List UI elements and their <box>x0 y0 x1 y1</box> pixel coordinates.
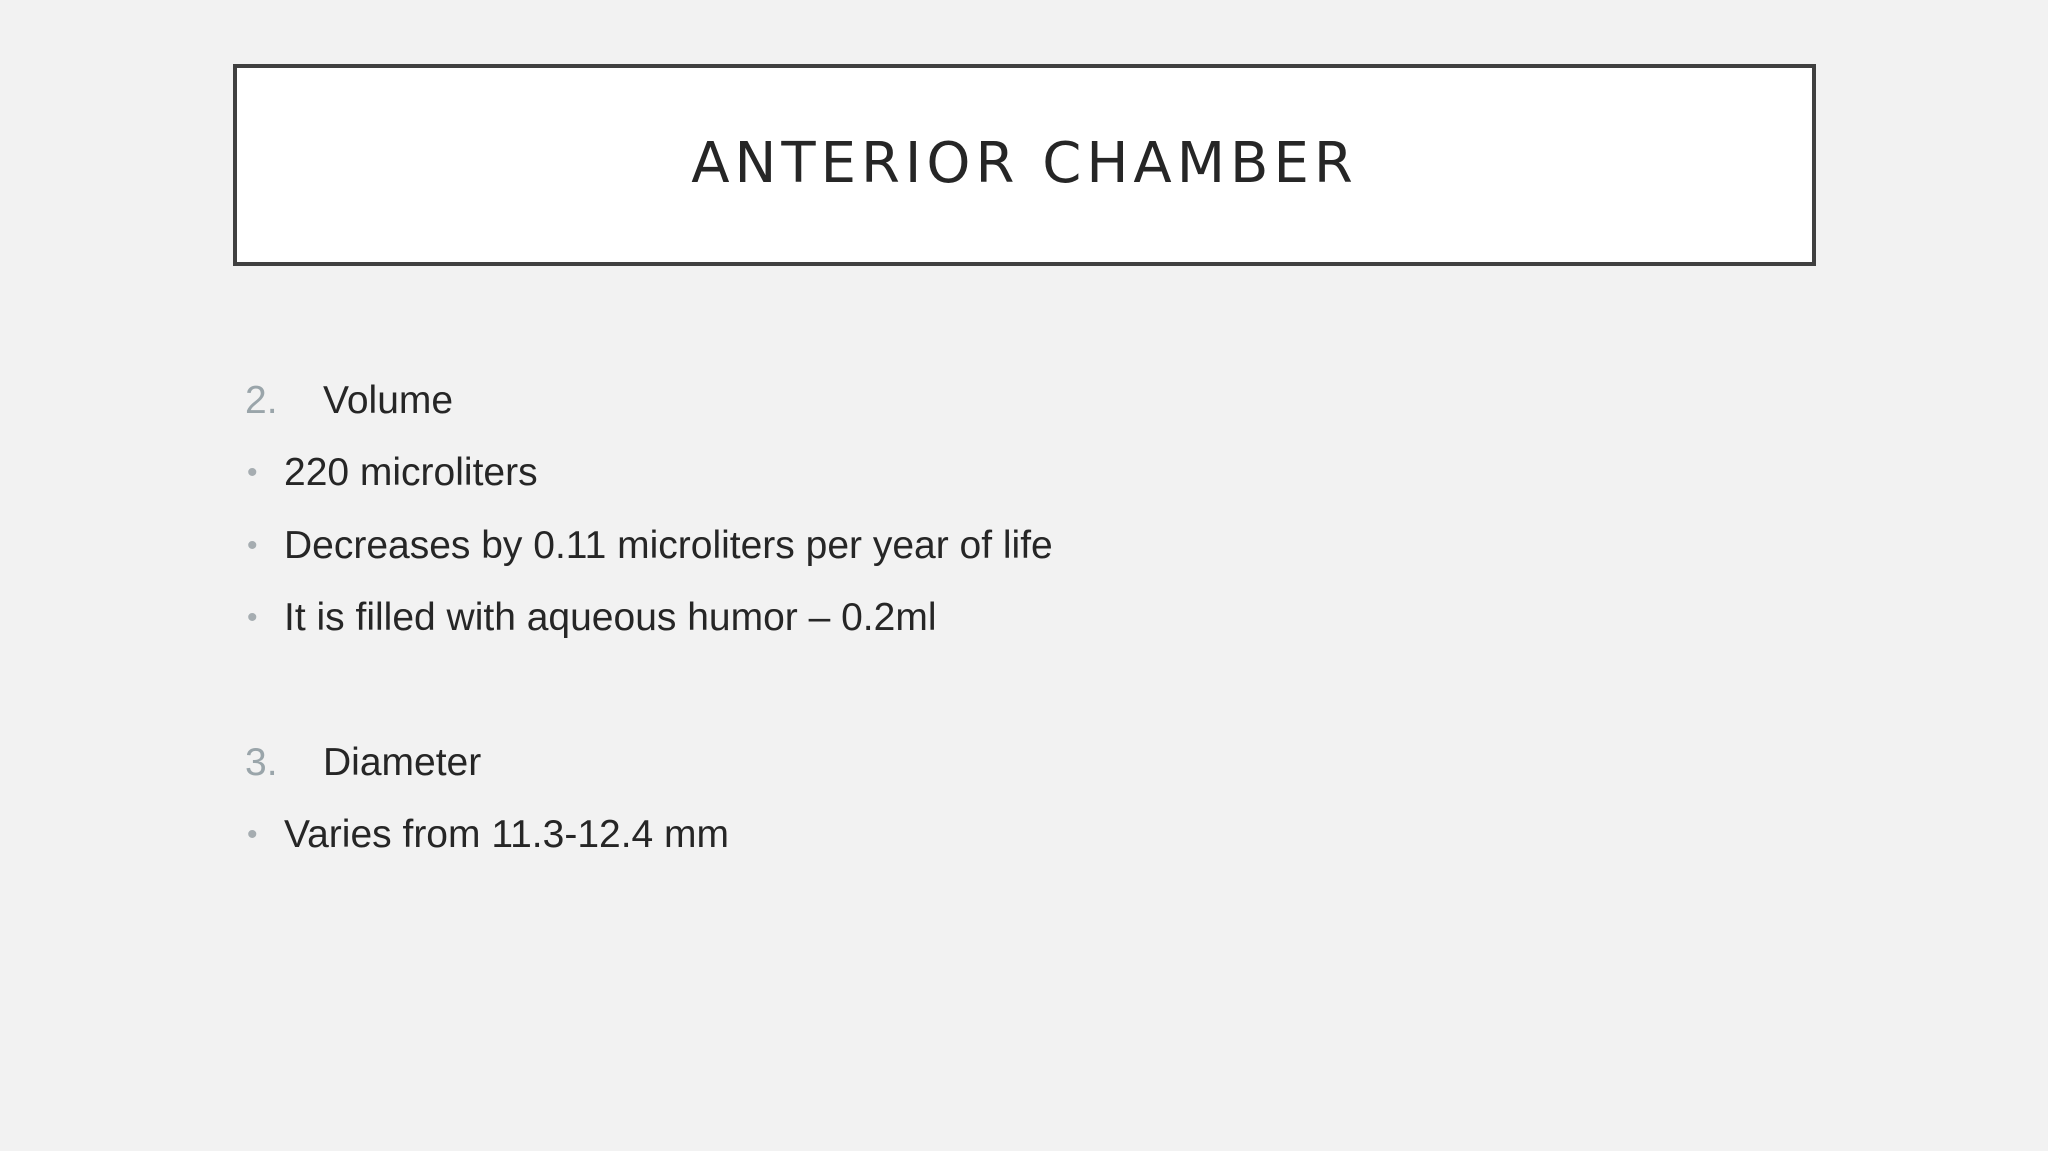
item-number: 2. <box>245 379 278 422</box>
title-box <box>233 64 1816 266</box>
item-heading: Volume <box>323 379 454 422</box>
bullet-text: Decreases by 0.11 microliters per year of life <box>284 524 1053 567</box>
item-heading: Diameter <box>323 741 482 784</box>
bullet-text: Varies from 11.3-12.4 mm <box>284 813 730 856</box>
slide-title: ANTERIOR CHAMBER <box>691 130 1358 196</box>
bullet-icon: • <box>247 529 258 562</box>
bullet-text: 220 microliters <box>284 451 538 494</box>
bullet-icon: • <box>247 818 258 851</box>
item-number: 3. <box>245 741 278 784</box>
bullet-text: It is filled with aqueous humor – 0.2ml <box>284 596 937 639</box>
bullet-icon: • <box>247 601 258 634</box>
bullet-icon: • <box>247 456 258 489</box>
